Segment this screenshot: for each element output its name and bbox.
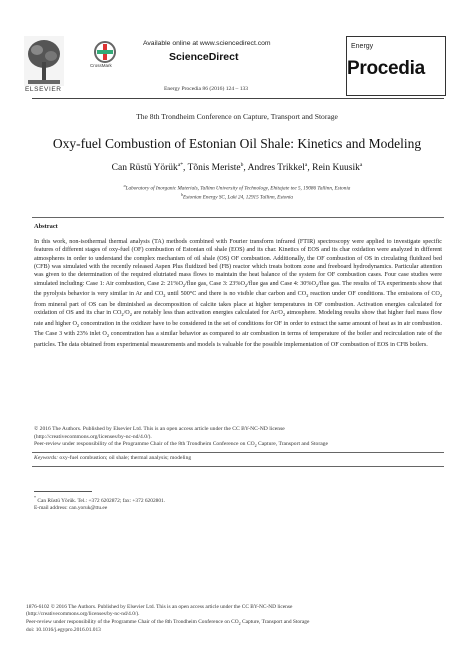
author-name: Rein Kuusik bbox=[312, 163, 360, 174]
sciencedirect-logo[interactable]: ScienceDirect bbox=[169, 51, 239, 63]
available-online-text[interactable]: Available online at www.sciencedirect.com bbox=[143, 40, 271, 47]
copyright-notice: © 2016 The Authors. Published by Elsevier Ltd. This is an open access article under the CC BY-NC-ND license (http://creativecommons.org/licenses/by-nc-nd/4.0/). Peer-review under responsibility of the Programme Chair of the 8th Trondheim Conference on $CO_2$ Capture, Transport and Storage bbox=[34, 426, 442, 450]
author-affiliation-marker: a bbox=[359, 162, 363, 168]
keywords bbox=[34, 455, 442, 461]
author-list: Can Rüstü Yörük$^{a*}$, Tõnis Meriste$^b$, Andres Trikkel$^a$, Rein Kuusik$^a$ bbox=[111, 162, 363, 174]
keywords-text: oxy-fuel combustion; oil shale; thermal analysis; modeling bbox=[58, 455, 192, 461]
author-name: Andres Trikkel bbox=[247, 163, 305, 174]
author-affiliation-marker: a* bbox=[177, 162, 184, 168]
page-footer: 1876-6102 © 2016 The Authors. Published by Elsevier Ltd. This is an open access article under the CC BY-NC-ND license (http://creativecommons.org/licenses/by-nc-nd/4.0/). Peer-review under responsibility of the Programme Chair of the 8th Trondheim Conference on $CO_2$ Capture, Transport and Storage doi: 10.1016/j.egypro.2016.01.013 bbox=[26, 604, 446, 635]
header-divider bbox=[32, 98, 444, 99]
abstract-heading: Abstract bbox=[34, 223, 58, 230]
paper-title: Oxy-fuel Combustion of Estonian Oil Shale: Kinetics and Modeling bbox=[52, 136, 422, 151]
abstract-body: In this work, non-isothermal thermal analysis (TA) methods combined with Fourier transform infrared (FTIR) spectroscopy were applied to investigate specific features of different stages of oxy-fuel (OF) combustion of Estonian oil shale (EOS) and its char. Kinetics of EOS and its char oxidation were analyzed in different atmospheres in order to understand the complex mechanism of oil shale (OS) OF combustion. Additionally, the OF combustion of OS in circulating fluidized bed (CFB) was simulated with the recently released Aspen Plus fluidized bed (FB) reactor which treats bottom zone and freeboard hydrodynamics. Particular attention was given to the determination of the required elutriated mass flows to maintain the heat balance of the system for OF combustion cases. Four case studies were simulated including: Case 1: Air combustion, Case 2: $21\%O_2$/flue gas, Case 3: $23\%O_2$/flue gas and Case 4: $30\%O_2$/flue gas. The results of TA experiments show that the pyrolysis behavior is very similar in Ar and $CO_2$ until 500°C and there is no visible char carbon and $CO_2$ reaction under OF conditions. The emissions of $CO_2$ from mineral part of OS can be diminished as decomposition of calcite takes place at higher temperatures in OF combustion. Activation energies calculated for oxidation of OS and its char in $CO_2/O_2$ are notably less than activation energies calculated for $Ar/O_2$ atmosphere. Modeling results show that higher fuel mass flow rate and higher $O_2$ concentration in the oxidizer have to be considered in the set of conditions for OF in order to extract the same amount of heat as in air combustion. The Case 3 with 23% inlet $O_2$ concentration has a similar behavior as compared to air combustion in terms of temperature of the boiler and recirculation rate of the particles. The data obtained from experimental measurements and models is valuable for the possible implementation of OF combustion of EOS in CFB boilers. bbox=[34, 239, 443, 348]
affiliation-b: $^b$Estonian Energy SC, Laki 24, 12915 Tallinn, Estonia bbox=[181, 192, 293, 201]
journal-reference: Energy Procedia 86 (2016) 124 – 133 bbox=[164, 86, 249, 92]
corresponding-author-footnote: * Can Rüstü Yörük. Tel.: +372 6202872; fax: +372 6202801. E-mail address: can.yoruk@ttu.ee bbox=[34, 494, 442, 513]
doi-link[interactable]: doi: 10.1016/j.egypro.2016.01.013 bbox=[26, 627, 101, 634]
keywords-divider-bottom bbox=[32, 466, 444, 467]
author-affiliation-marker: b bbox=[240, 162, 244, 168]
author-name: Tõnis Meriste bbox=[187, 163, 241, 174]
affiliation-a: $^a$Laboratory of Inorganic Materials, Tallinn University of Technology, Ehitajate tee 5, 19086 Tallinn, Estonia bbox=[123, 183, 351, 192]
crossmark-label: CrossMark bbox=[90, 63, 112, 68]
footer-license-link[interactable]: (http://creativecommons.org/licenses/by-nc-nd/4.0/). bbox=[26, 611, 140, 618]
elsevier-tree-logo bbox=[24, 36, 64, 86]
publisher-name: ELSEVIER bbox=[25, 86, 62, 93]
footnote-rule bbox=[34, 491, 92, 492]
conference-name: The 8th Trondheim Conference on Capture, Transport and Storage bbox=[136, 112, 338, 121]
license-link[interactable]: (http://creativecommons.org/licenses/by-nc-nd/4.0/). bbox=[34, 433, 152, 440]
keywords-label: Keywords: bbox=[34, 455, 59, 461]
author-name: Can Rüstü Yörük bbox=[111, 163, 178, 174]
keywords-divider-top bbox=[32, 452, 444, 453]
abstract-divider bbox=[32, 217, 444, 218]
author-email[interactable]: E-mail address: can.yoruk@ttu.ee bbox=[34, 505, 108, 512]
journal-logo-energy: Energy bbox=[351, 43, 374, 50]
journal-logo-procedia: Procedia bbox=[347, 58, 425, 79]
author-affiliation-marker: a bbox=[304, 162, 308, 168]
